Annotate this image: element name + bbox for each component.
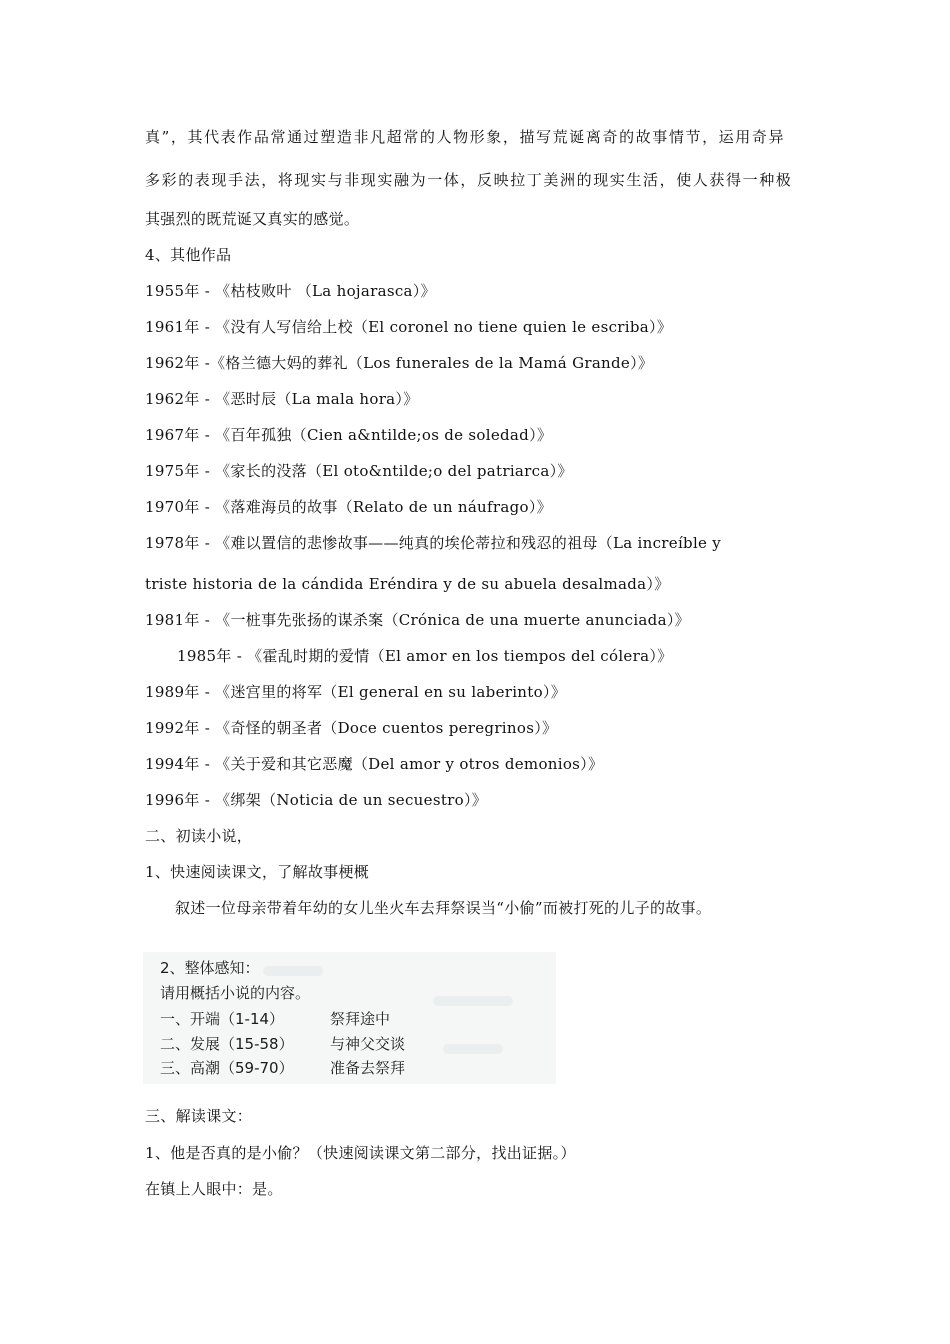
watermark-mark [263, 966, 323, 976]
work-item: 1992年 - 《奇怪的朝圣者（Doce cuentos peregrinos）》 [145, 719, 558, 737]
intro-line-2: 多彩的表现手法，将现实与非现实融为一体，反映拉丁美洲的现实生活，使人获得一种极 [145, 171, 793, 189]
story-summary: 叙述一位母亲带着年幼的女儿坐火车去拜祭误当“小偷”而被打死的儿子的故事。 [175, 899, 712, 917]
work-item: 1961年 - 《没有人写信给上校（El coronel no tiene quien le escriba）》 [145, 318, 673, 336]
section-2-heading: 二、初读小说， [145, 827, 253, 845]
section-2-item-1: 1、快速阅读课文，了解故事梗概 [145, 863, 370, 881]
intro-line-3: 其强烈的既荒诞又真实的感觉。 [145, 210, 360, 228]
figure-row [160, 1009, 391, 1029]
watermark-mark [443, 1044, 503, 1054]
figure-row-part: 三、高潮（59-70） [160, 1059, 294, 1077]
figure-row-part: 二、发展（15-58） [160, 1035, 294, 1053]
works-heading: 4、其他作品 [145, 246, 232, 264]
work-item: 1955年 - 《枯枝败叶 （La hojarasca）》 [145, 282, 436, 300]
work-item: 1978年 - 《难以置信的悲惨故事——纯真的埃伦蒂拉和残忍的祖母（La increíble y [145, 534, 722, 552]
section-3-question: 1、他是否真的是小偷？（快速阅读课文第二部分，找出证据。） [145, 1144, 576, 1162]
section-3-heading: 三、解读课文： [145, 1107, 253, 1125]
work-item: 1996年 - 《绑架（Noticia de un secuestro）》 [145, 791, 488, 809]
work-item-continued: triste historia de la cándida Eréndira y de su abuela desalmada）》 [145, 575, 670, 593]
work-item: 1994年 - 《关于爱和其它恶魔（Del amor y otros demonios）》 [145, 755, 604, 773]
work-item: 1967年 - 《百年孤独（Cien a&ntilde;os de soledad）》 [145, 426, 553, 444]
work-item: 1962年 -《格兰德大妈的葬礼（Los funerales de la Mamá Grande）》 [145, 354, 654, 372]
figure-row [160, 1058, 406, 1078]
figure-row-content: 祭拜途中 [330, 1010, 391, 1028]
figure-title: 2、整体感知： [160, 959, 260, 977]
watermark-mark [433, 996, 513, 1006]
figure-row-content: 准备去祭拜 [330, 1059, 406, 1077]
figure-prompt: 请用概括小说的内容。 [160, 984, 311, 1002]
section-3-answer: 在镇上人眼中：是。 [145, 1180, 283, 1198]
work-item: 1985年 - 《霍乱时期的爱情（El amor en los tiempos del cólera）》 [177, 647, 673, 665]
figure-row-content: 与神父交谈 [330, 1035, 406, 1053]
intro-line-1: 真”，其代表作品常通过塑造非凡超常的人物形象，描写荒诞离奇的故事情节，运用奇异 [145, 128, 786, 146]
work-item: 1989年 - 《迷宫里的将军（El general en su laberinto）》 [145, 683, 567, 701]
work-item: 1975年 - 《家长的没落（El oto&ntilde;o del patriarca）》 [145, 462, 573, 480]
work-item: 1970年 - 《落难海员的故事（Relato de un náufrago）》 [145, 498, 552, 516]
figure-row-part: 一、开端（1-14） [160, 1010, 285, 1028]
summary-figure-image [143, 952, 556, 1084]
figure-row [160, 1034, 406, 1054]
work-item: 1962年 - 《恶时辰（La mala hora）》 [145, 390, 419, 408]
work-item: 1981年 - 《一桩事先张扬的谋杀案（Crónica de una muerte anunciada）》 [145, 611, 690, 629]
